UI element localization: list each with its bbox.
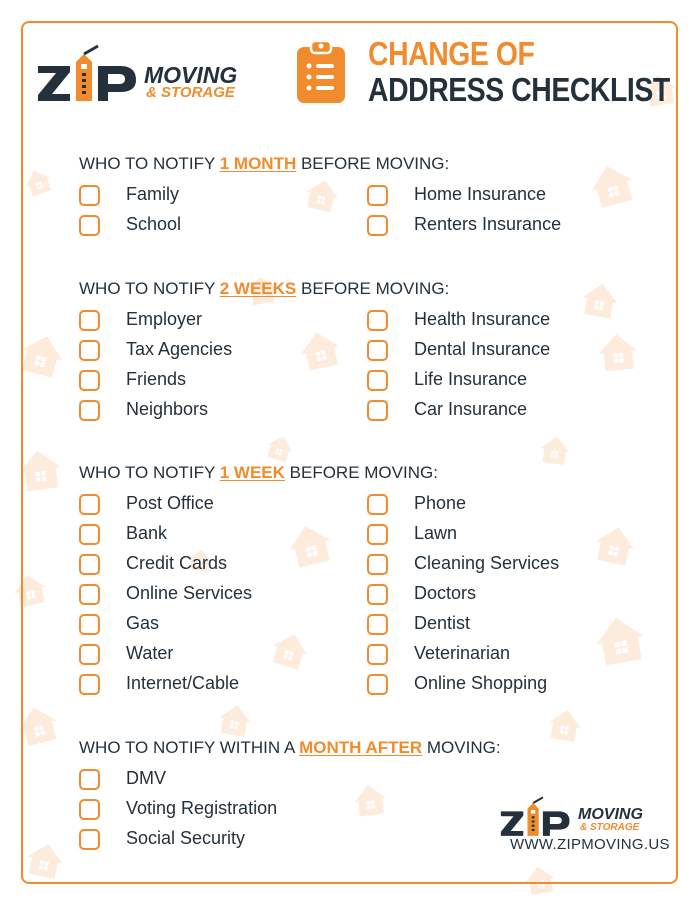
- checklist-item-label: Lawn: [414, 523, 458, 543]
- checkbox[interactable]: [367, 554, 388, 575]
- checklist-item[interactable]: [367, 212, 562, 238]
- checklist-item[interactable]: [79, 766, 166, 792]
- checkbox[interactable]: [79, 554, 100, 575]
- checklist-item[interactable]: [79, 397, 209, 423]
- section-heading-suffix: BEFORE MOVING:: [296, 279, 450, 298]
- section-heading-highlight: 2 WEEKS: [219, 279, 297, 298]
- section-heading: [79, 154, 449, 174]
- checklist-item-label: Neighbors: [126, 399, 209, 419]
- checkbox[interactable]: [79, 215, 100, 236]
- checklist-item[interactable]: [79, 611, 160, 637]
- checklist-item-label: Life Insurance: [414, 369, 528, 389]
- section-heading-prefix: WHO TO NOTIFY: [79, 279, 220, 298]
- checkbox[interactable]: [367, 644, 388, 665]
- checkbox[interactable]: [79, 769, 100, 790]
- checklist-item[interactable]: [79, 551, 228, 577]
- section-heading-highlight: 1 MONTH: [219, 154, 297, 173]
- checkbox[interactable]: [79, 400, 100, 421]
- checklist-item[interactable]: [79, 367, 187, 393]
- checkbox[interactable]: [367, 400, 388, 421]
- checklist-item-label: Social Security: [126, 828, 246, 848]
- checklist-item[interactable]: [79, 581, 253, 607]
- checklist-item-label: Internet/Cable: [126, 673, 240, 693]
- checklist-item-label: Credit Cards: [126, 553, 228, 573]
- logo-storage-text: & STORAGE: [146, 84, 235, 101]
- checkbox[interactable]: [367, 185, 388, 206]
- checkbox[interactable]: [79, 310, 100, 331]
- checklist-item[interactable]: [367, 581, 477, 607]
- checklist-item[interactable]: [79, 796, 278, 822]
- checklist-item[interactable]: [79, 182, 179, 208]
- checklist-item[interactable]: [367, 367, 528, 393]
- checkbox[interactable]: [367, 310, 388, 331]
- checklist-item[interactable]: [367, 551, 560, 577]
- checklist-item-label: Car Insurance: [414, 399, 528, 419]
- checklist-item[interactable]: [79, 521, 168, 547]
- section-heading-prefix: WHO TO NOTIFY WITHIN A: [79, 738, 300, 757]
- checklist-item-label: Renters Insurance: [414, 214, 562, 234]
- checklist-item-label: Family: [126, 184, 179, 204]
- checklist-item[interactable]: [367, 611, 471, 637]
- section-heading: [79, 738, 501, 758]
- checklist-item-label: Phone: [414, 493, 467, 513]
- clipboard-list-icon: [297, 39, 345, 103]
- checklist-item[interactable]: [367, 491, 467, 517]
- checklist-item-label: Dental Insurance: [414, 339, 551, 359]
- section-heading-highlight: 1 WEEK: [219, 463, 285, 482]
- checklist-item[interactable]: [367, 337, 551, 363]
- checklist-item-label: Water: [126, 643, 174, 663]
- checklist-item-label: Bank: [126, 523, 168, 543]
- checklist-item-label: Employer: [126, 309, 203, 329]
- checklist-item-label: Cleaning Services: [414, 553, 560, 573]
- checklist-item[interactable]: [79, 337, 233, 363]
- checklist-item[interactable]: [367, 182, 547, 208]
- zip-logo-icon: [36, 44, 146, 104]
- zip-logo-icon: [499, 796, 577, 838]
- checkbox[interactable]: [79, 644, 100, 665]
- checkbox[interactable]: [79, 614, 100, 635]
- footer-moving-text: MOVING: [578, 806, 643, 823]
- checklist-item-label: Online Shopping: [414, 673, 548, 693]
- checkbox[interactable]: [79, 185, 100, 206]
- checkbox[interactable]: [79, 799, 100, 820]
- section-heading-highlight: MONTH AFTER: [299, 738, 423, 757]
- logo-moving-text: MOVING: [144, 62, 238, 88]
- checklist-item[interactable]: [367, 641, 511, 667]
- checkbox[interactable]: [367, 674, 388, 695]
- checklist-item[interactable]: [367, 307, 551, 333]
- checkbox[interactable]: [79, 494, 100, 515]
- checklist-item[interactable]: [79, 212, 182, 238]
- checklist-item[interactable]: [367, 521, 458, 547]
- checklist-item[interactable]: [79, 671, 240, 697]
- checklist-item-label: School: [126, 214, 182, 234]
- checklist-item-label: Gas: [126, 613, 160, 633]
- checklist-item-label: Post Office: [126, 493, 214, 513]
- checkbox[interactable]: [79, 524, 100, 545]
- checklist-item[interactable]: [79, 826, 246, 852]
- checklist-item-label: Health Insurance: [414, 309, 551, 329]
- section-heading-suffix: BEFORE MOVING:: [284, 463, 438, 482]
- section-heading-suffix: BEFORE MOVING:: [296, 154, 450, 173]
- checkbox[interactable]: [79, 829, 100, 850]
- page-title-line1: CHANGE OF: [368, 35, 535, 72]
- checklist-item[interactable]: [79, 491, 214, 517]
- website-url: WWW.ZIPMOVING.US: [510, 836, 670, 853]
- checkbox[interactable]: [367, 584, 388, 605]
- checkbox[interactable]: [79, 370, 100, 391]
- checkbox[interactable]: [79, 674, 100, 695]
- checkbox[interactable]: [367, 614, 388, 635]
- checklist-item-label: Voting Registration: [126, 798, 278, 818]
- checkbox[interactable]: [367, 524, 388, 545]
- checkbox[interactable]: [367, 370, 388, 391]
- checklist-item[interactable]: [367, 671, 548, 697]
- checklist-item-label: Friends: [126, 369, 187, 389]
- checklist-item-label: Dentist: [414, 613, 471, 633]
- checklist-item-label: Home Insurance: [414, 184, 547, 204]
- checklist-item-label: Online Services: [126, 583, 253, 603]
- footer-logo: [499, 796, 669, 838]
- section-heading: [79, 463, 438, 483]
- section-heading-prefix: WHO TO NOTIFY: [79, 463, 220, 482]
- checkbox[interactable]: [79, 584, 100, 605]
- checklist-item-label: Doctors: [414, 583, 477, 603]
- checkbox[interactable]: [79, 340, 100, 361]
- checkbox[interactable]: [367, 215, 388, 236]
- zip-moving-logo: [36, 44, 276, 104]
- checkbox[interactable]: [367, 340, 388, 361]
- page-title-line2: ADDRESS CHECKLIST: [368, 71, 670, 108]
- checklist-item[interactable]: [79, 641, 174, 667]
- section-heading-suffix: MOVING:: [422, 738, 501, 757]
- section-heading-prefix: WHO TO NOTIFY: [79, 154, 220, 173]
- section-heading: [79, 279, 449, 299]
- footer-storage-text: & STORAGE: [580, 822, 640, 833]
- checklist-item[interactable]: [367, 397, 528, 423]
- checklist-item-label: Veterinarian: [414, 643, 511, 663]
- checklist-item[interactable]: [79, 307, 203, 333]
- checklist-item-label: DMV: [126, 768, 166, 788]
- checkbox[interactable]: [367, 494, 388, 515]
- checklist-item-label: Tax Agencies: [126, 339, 233, 359]
